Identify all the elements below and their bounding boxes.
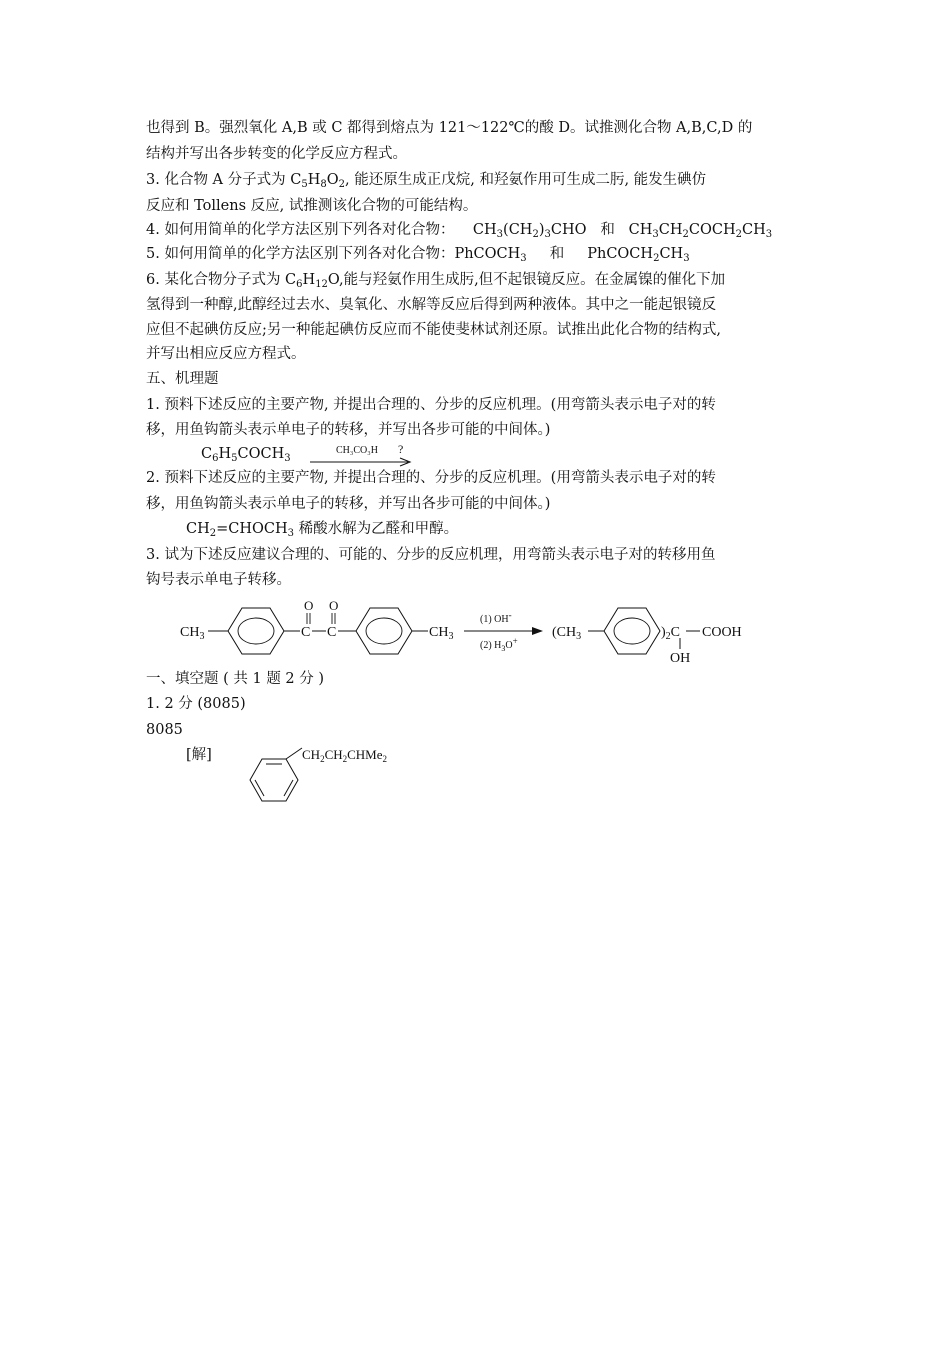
subscript: 3 — [287, 528, 295, 539]
subscript: 6 — [212, 453, 219, 464]
text-line: 并写出相应反应方程式。 — [146, 346, 306, 362]
subscript: 3 — [520, 253, 527, 264]
carbonyl-oxygen: O — [304, 598, 314, 613]
subscript: 8 — [320, 179, 327, 190]
reaction-3-scheme — [170, 596, 770, 670]
formula-part: CH — [186, 521, 210, 537]
reaction-2-description: 稀酸水解为乙醛和甲醇。 — [298, 521, 459, 537]
formula-part: CH — [658, 222, 683, 238]
reagent-label: CH₃CO₃H — [336, 445, 378, 456]
subscript: 2 — [653, 253, 660, 264]
q4-text: 4. 如何用简单的化学方法区别下列各对化合物： — [146, 222, 455, 238]
carbonyl-carbon: C — [301, 625, 311, 640]
formula-part: C — [201, 446, 213, 462]
formula-part: H — [307, 172, 321, 188]
section-heading: 五、机理题 — [146, 371, 219, 387]
subscript: 2 — [209, 528, 217, 539]
methyl-label: $CH_3$ — [429, 625, 454, 642]
text-line-q5 — [146, 244, 690, 264]
q6-text-a: 6. 某化合物分子式为 C — [146, 272, 297, 288]
formula-part: CH — [508, 222, 533, 238]
q5-text: 5. 如何用简单的化学方法区别下列各对化合物：PhCOCH — [146, 246, 521, 262]
text-line: 应但不起碘仿反应;另一种能起碘仿反应而不能使斐林试剂还原。试推出此化合物的结构式, — [146, 322, 721, 338]
text-line: 1. 预料下述反应的主要产物, 并提出合理的、分步的反应机理。(用弯箭头表示电子对的转 — [146, 397, 716, 413]
product-methyl: ($CH_3$ — [552, 625, 582, 642]
text-line: 移，用鱼钩箭头表示单电子的转移，并写出各步可能的中间体。) — [146, 422, 551, 438]
subscript: 3 — [652, 229, 659, 240]
section-heading: 一、填空题 ( 共 1 题 2 分 ) — [146, 671, 325, 687]
benzene-ring-icon — [356, 608, 412, 654]
subscript: 3 — [284, 453, 291, 464]
text-line-q4 — [146, 220, 772, 240]
formula-part: H — [218, 446, 232, 462]
formula-pentanone — [629, 222, 772, 238]
subscript: 2 — [532, 229, 539, 240]
text-line: 3. 试为下述反应建议合理的、可能的、分步的反应机理，用弯箭头表示电子对的转移用鱼 — [146, 547, 716, 563]
formula-part: CHO — [550, 222, 587, 238]
reaction-1-arrow — [300, 440, 420, 468]
conjunction: 和 — [600, 222, 615, 238]
benzene-ring-icon — [604, 608, 660, 654]
reaction-2-text — [186, 519, 458, 539]
formula-part: CH — [742, 222, 766, 238]
unknown-product: ? — [398, 442, 404, 456]
formula-part: =CHOCH — [216, 521, 288, 537]
text-line: 氢得到一种醇,此醇经过去水、臭氧化、水解等反应后得到两种液体。其中之一能起银镜反 — [146, 297, 717, 313]
text-line-q6 — [146, 270, 725, 290]
subscript: 6 — [296, 279, 303, 290]
text-line: 移，用鱼钩箭头表示单电子的转移，并写出各步可能的中间体。) — [146, 496, 551, 512]
subscript: 2 — [735, 229, 743, 240]
text-line: 反应和 Tollens 反应, 试推测该化合物的可能结构。 — [146, 198, 478, 214]
subscript: 5 — [301, 179, 308, 190]
benzene-ring-icon — [228, 608, 284, 654]
side-chain-label: $CH_2CH_2CHMe_2$ — [302, 747, 388, 764]
subscript: 3 — [496, 229, 504, 240]
answer-id: 8085 — [146, 722, 183, 738]
subscript: 2 — [682, 229, 689, 240]
subscript: 3 — [544, 229, 551, 240]
text-line-q3 — [146, 170, 706, 190]
carboxyl-group: COOH — [702, 625, 742, 640]
benzene-ring-icon — [250, 759, 298, 801]
subscript: 2 — [338, 179, 346, 190]
formula-part: COCH — [688, 222, 736, 238]
formula-part: H — [302, 272, 316, 288]
text-line: 结构并写出各步转变的化学反应方程式。 — [146, 146, 407, 162]
text-line: 也得到 B。强烈氧化 A,B 或 C 都得到熔点为 121～122℃的酸 D。试推测化合物 A,B,C,D 的 — [146, 120, 753, 136]
reaction-1-substrate — [201, 444, 291, 464]
formula-part: CH — [472, 222, 497, 238]
carbonyl-carbon: C — [327, 625, 337, 640]
q3-text-b: , 能还原生成正戊烷, 和羟氨作用可生成二肟, 能发生碘仿 — [345, 172, 707, 188]
q6-text-b: O,能与羟氨作用生成肟,但不起银镜反应。在金属镍的催化下加 — [327, 272, 726, 288]
subscript: 3 — [765, 229, 773, 240]
answer-structure — [240, 742, 440, 810]
subscript: 3 — [683, 253, 690, 264]
conjunction: 和 — [549, 246, 565, 262]
subscript: 12 — [315, 279, 328, 290]
carbonyl-oxygen: O — [329, 598, 339, 613]
formula-part: CH — [659, 246, 684, 262]
product-bracket: )$_2C$ — [661, 625, 681, 642]
formula-pentanal: $CH_3(CH_2)_3CHO$ — [472, 222, 587, 240]
reagent-1: (1) OH- — [480, 610, 512, 625]
hydroxyl-group: OH — [670, 651, 691, 666]
formula-part: CH — [628, 222, 653, 238]
q3-text-a: 3. 化合物 A 分子式为 C — [146, 172, 302, 188]
formula-part: COCH — [237, 446, 285, 462]
question-number: 1. 2 分 (8085) — [146, 696, 246, 712]
reagent-2: (2) $H_3O+$ — [480, 636, 518, 653]
formula-part: PhCOCH — [587, 246, 654, 262]
text-line: 钩号表示单电子转移。 — [146, 572, 291, 588]
formula-part: O — [326, 172, 339, 188]
text-line: 2. 预料下述反应的主要产物, 并提出合理的、分步的反应机理。(用弯箭头表示电子对的转 — [146, 470, 716, 486]
subscript: 5 — [231, 453, 238, 464]
answer-label: [解] — [186, 747, 212, 763]
methyl-label: $CH_3$ — [180, 625, 205, 642]
